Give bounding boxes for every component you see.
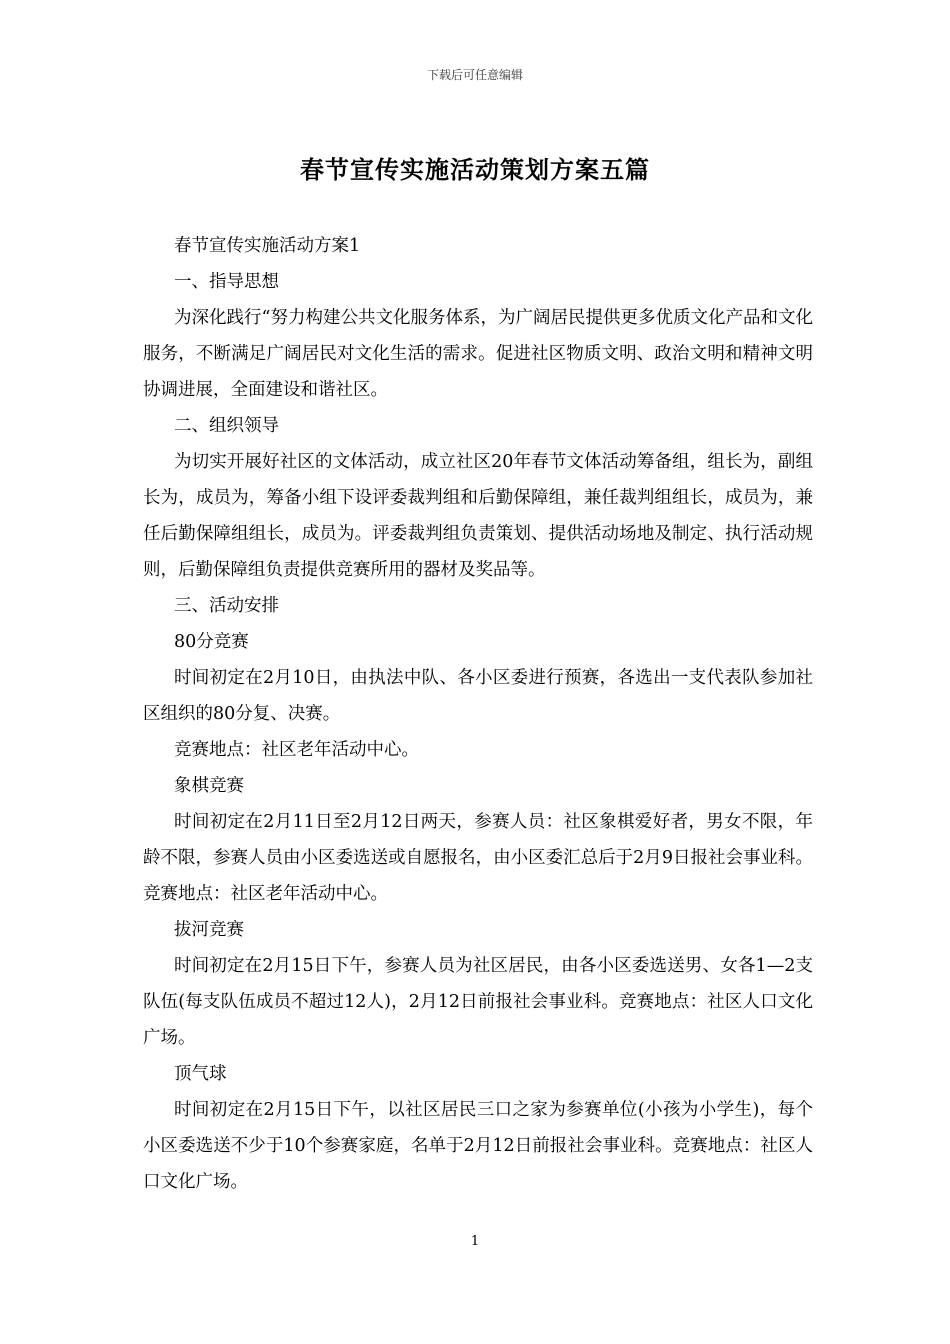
document-body xyxy=(143,228,813,1200)
paragraph-chess-heading: 象棋竞赛 xyxy=(174,776,244,796)
paragraph-section-3-heading: 三、活动安排 xyxy=(174,596,279,616)
page-header-note: 下载后可任意编辑 xyxy=(426,68,523,82)
paragraph-tug-of-war-heading: 拔河竞赛 xyxy=(174,920,244,940)
paragraph-80-points-time: 时间初定在2月10日，由执法中队、各小区委进行预赛，各选出一支代表队参加社区组织的80分复、决赛。 xyxy=(143,668,813,724)
document-title: 春节宣传实施活动策划方案五篇 xyxy=(300,155,650,184)
paragraph-80-points-venue: 竞赛地点：社区老年活动中心。 xyxy=(174,740,419,760)
paragraph-section-1-heading: 一、指导思想 xyxy=(174,272,279,292)
paragraph-balloon-details: 时间初定在2月15日下午，以社区居民三口之家为参赛单位(小孩为小学生)，每个小区委选送不少于10个参赛家庭，名单于2月12日前报社会事业科。竞赛地点：社区人口文化广场。 xyxy=(143,1100,813,1192)
paragraph-chess-details: 时间初定在2月11日至2月12日两天，参赛人员：社区象棋爱好者，男女不限，年龄不限，参赛人员由小区委选送或自愿报名，由小区委汇总后于2月9日报社会事业科。竞赛地点：社区老年活动中心。 xyxy=(143,812,813,904)
paragraph-80-points-heading: 80分竞赛 xyxy=(174,632,249,652)
paragraph-tug-of-war-details: 时间初定在2月15日下午，参赛人员为社区居民，由各小区委选送男、女各1—2支队伍(每支队伍成员不超过12人)，2月12日前报社会事业科。竞赛地点：社区人口文化广场。 xyxy=(143,956,813,1048)
paragraph-section-2-heading: 二、组织领导 xyxy=(174,416,279,436)
page-number: 1 xyxy=(470,1234,480,1249)
paragraph-organization: 为切实开展好社区的文体活动，成立社区20年春节文体活动筹备组，组长为，副组长为，成员为，筹备小组下设评委裁判组和后勤保障组，兼任裁判组组长，成员为，兼任后勤保障组组长，成员为。评委裁判组负责策划、提供活动场地及制定、执行活动规则，后勤保障组负责提供竞赛所用的器材及奖品等。 xyxy=(143,452,813,580)
paragraph-balloon-heading: 顶气球 xyxy=(174,1064,227,1084)
paragraph-guiding-thought: 为深化践行“努力构建公共文化服务体系，为广阔居民提供更多优质文化产品和文化服务，不断满足广阔居民对文化生活的需求。促进社区物质文明、政治文明和精神文明协调进展，全面建设和谐社区。 xyxy=(143,308,813,400)
paragraph-plan-heading: 春节宣传实施活动方案1 xyxy=(174,236,361,256)
